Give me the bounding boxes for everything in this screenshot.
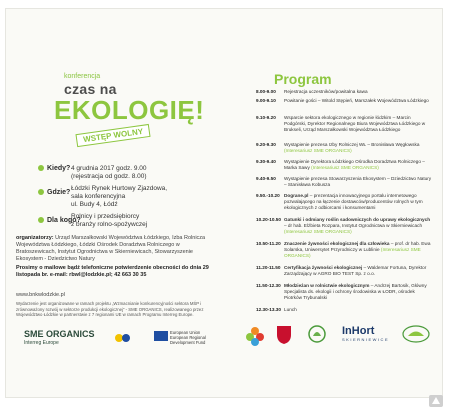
when-value: 4 grudnia 2017 godz. 9.00 (rejestracja od godz. 8.00) [71, 165, 147, 180]
when-label: Kiedy? [38, 165, 70, 172]
sme-leaf-logo-icon [402, 325, 430, 343]
bullet-icon [38, 165, 44, 171]
eu-fund-label: European Union European Regional Development Fund [170, 330, 206, 345]
where-label: Gdzie? [38, 189, 70, 196]
right-panel: Program 8.00-9.00 Rejestracja uczestników/powitalna kawa 9.00-9.10 Powitanie gości – Witold Stępień, Marszałek Województwa Łódzkiego 9.10-9.20 Wsparcie sektora ekologicznego w regionie łódzkim – Marcin Podgórski, Dyrektor Regionalnego Biura Województwa Łódzkiego w Brukseli, Urząd Marszałkowski Województwa Łódzkiego 9.20-9.30 Wystąpienie prezesa Izby Rolniczej WŁ – Bronisława Węgłowska (Interesariusz SME ORGANICS) 9.30-9.40 Wystąpienie Dyrektora Łódzkiego Ośrodka Doradztwa Rolniczego – Marka Sawy (Interesariusz SME ORGANICS) 9.40-9.50 Wystąpienie prezesa Stowarzyszenia Ekosystem – Dziedzictwo Natury – Stanisława Kobusza 9.50.-10.20 Dograne.pl – prezentacja innowacyjnego portalu internetowego pozwalającego na łączenie dostawców/producentów rolnych w tym ekologicznych z odbiorcami i konsumentami 10.20-10.50 Gatunki i odmiany roślin sadowniczych do uprawy ekologicznych – dr hab. Elżbieta Rozpara, Instytut Ogrodnictwa w Skierniewicach (Interesariusz SME ORGANICS) 10.50-11.20 Znaczenie żywności ekologicznej dla człowieka – prof. dr hab. Ewa Solarska, Uniwersytet Przyrodniczy w Lublinie (Interesariusz SME ORGANICS) 11.20-11.50 Certyfikacja żywności ekologicznej – Waldemar Fortuna, Dyrektor Zarządzający w AGRO BIO TEST Sp. z o.o. 11.50-12.30 Młodzieżan w rolnictwie ekologicznym – Andrzej Bartosik, Główny Specjalista ds. ekologii i ochrony środowiska w ŁODR, ośrodek Piotrków Trybunalski 12.30-13.30 Lunch InHort SKIERNIEWICE [224, 9, 442, 397]
free-entry-badge: WSTĘP WOLNY [75, 124, 150, 147]
bullet-icon [38, 189, 44, 195]
project-note: Wydarzenie jest organizowane w ramach projektu „Wzmacnianie konkurencyjności sektora MŚP i zrównoważony rozwój w sektorze produkcji ekologicznej” - SME ORGANICS, realizowanego przez Województwo Łódzkie w partnerstwie z 7 regionami UE w ramach Programu Interreg Europe. [16, 301, 204, 317]
eu-flag-icon [154, 331, 168, 341]
inhort-logo: InHort SKIERNIEWICE [342, 325, 390, 342]
partner-logos [224, 321, 442, 351]
for-whom-value: Rolnicy i przedsiębiorcy z branży rolno-spożywczej [71, 213, 148, 228]
bullet-icon [38, 217, 44, 223]
where-value: Łódzki Rynek Hurtowy Zjazdowa, sala konferencyjna ul. Budy 4, Łódź [71, 185, 168, 208]
conference-kicker: konferencja [64, 73, 101, 80]
flower-logo-icon [244, 325, 266, 347]
corner-watermark-icon [428, 394, 444, 408]
registration-info: Prosimy o mailowe bądź telefoniczne potwierdzenie obecności do dnia 29 listopada br. e-mail: rbwl@lodzkie.pl; 42 663 30 35 [16, 265, 209, 278]
ecology-logo-icon [308, 325, 326, 343]
program-title: Program [274, 71, 332, 87]
for-whom-label: Dla kogo? [38, 217, 81, 224]
organizers: organizatorzy: Urząd Marszałkowski Województwa Łódzkiego, Izba Rolnicza Województwa Łódzkiego, Łódzki Ośrodek Doradztwa Rolniczego w Bratoszewicach, Instytut Ogrodnictwa w Skierniewicach, Stowarzyszenie Ekosystem - Dziedzictwo Natury [16, 235, 206, 262]
website-link[interactable]: www.bnkwlodzkie.pl [16, 292, 65, 298]
left-panel [6, 9, 224, 397]
interreg-logo-icon [114, 331, 132, 345]
coat-of-arms-icon [276, 325, 292, 345]
sme-organics-logo: SME ORGANICS Interreg Europe [24, 329, 95, 346]
title-line-2: EKOLOGIĘ! [54, 95, 205, 125]
flyer-page [5, 8, 443, 398]
title-line-1: czas na [64, 81, 117, 97]
